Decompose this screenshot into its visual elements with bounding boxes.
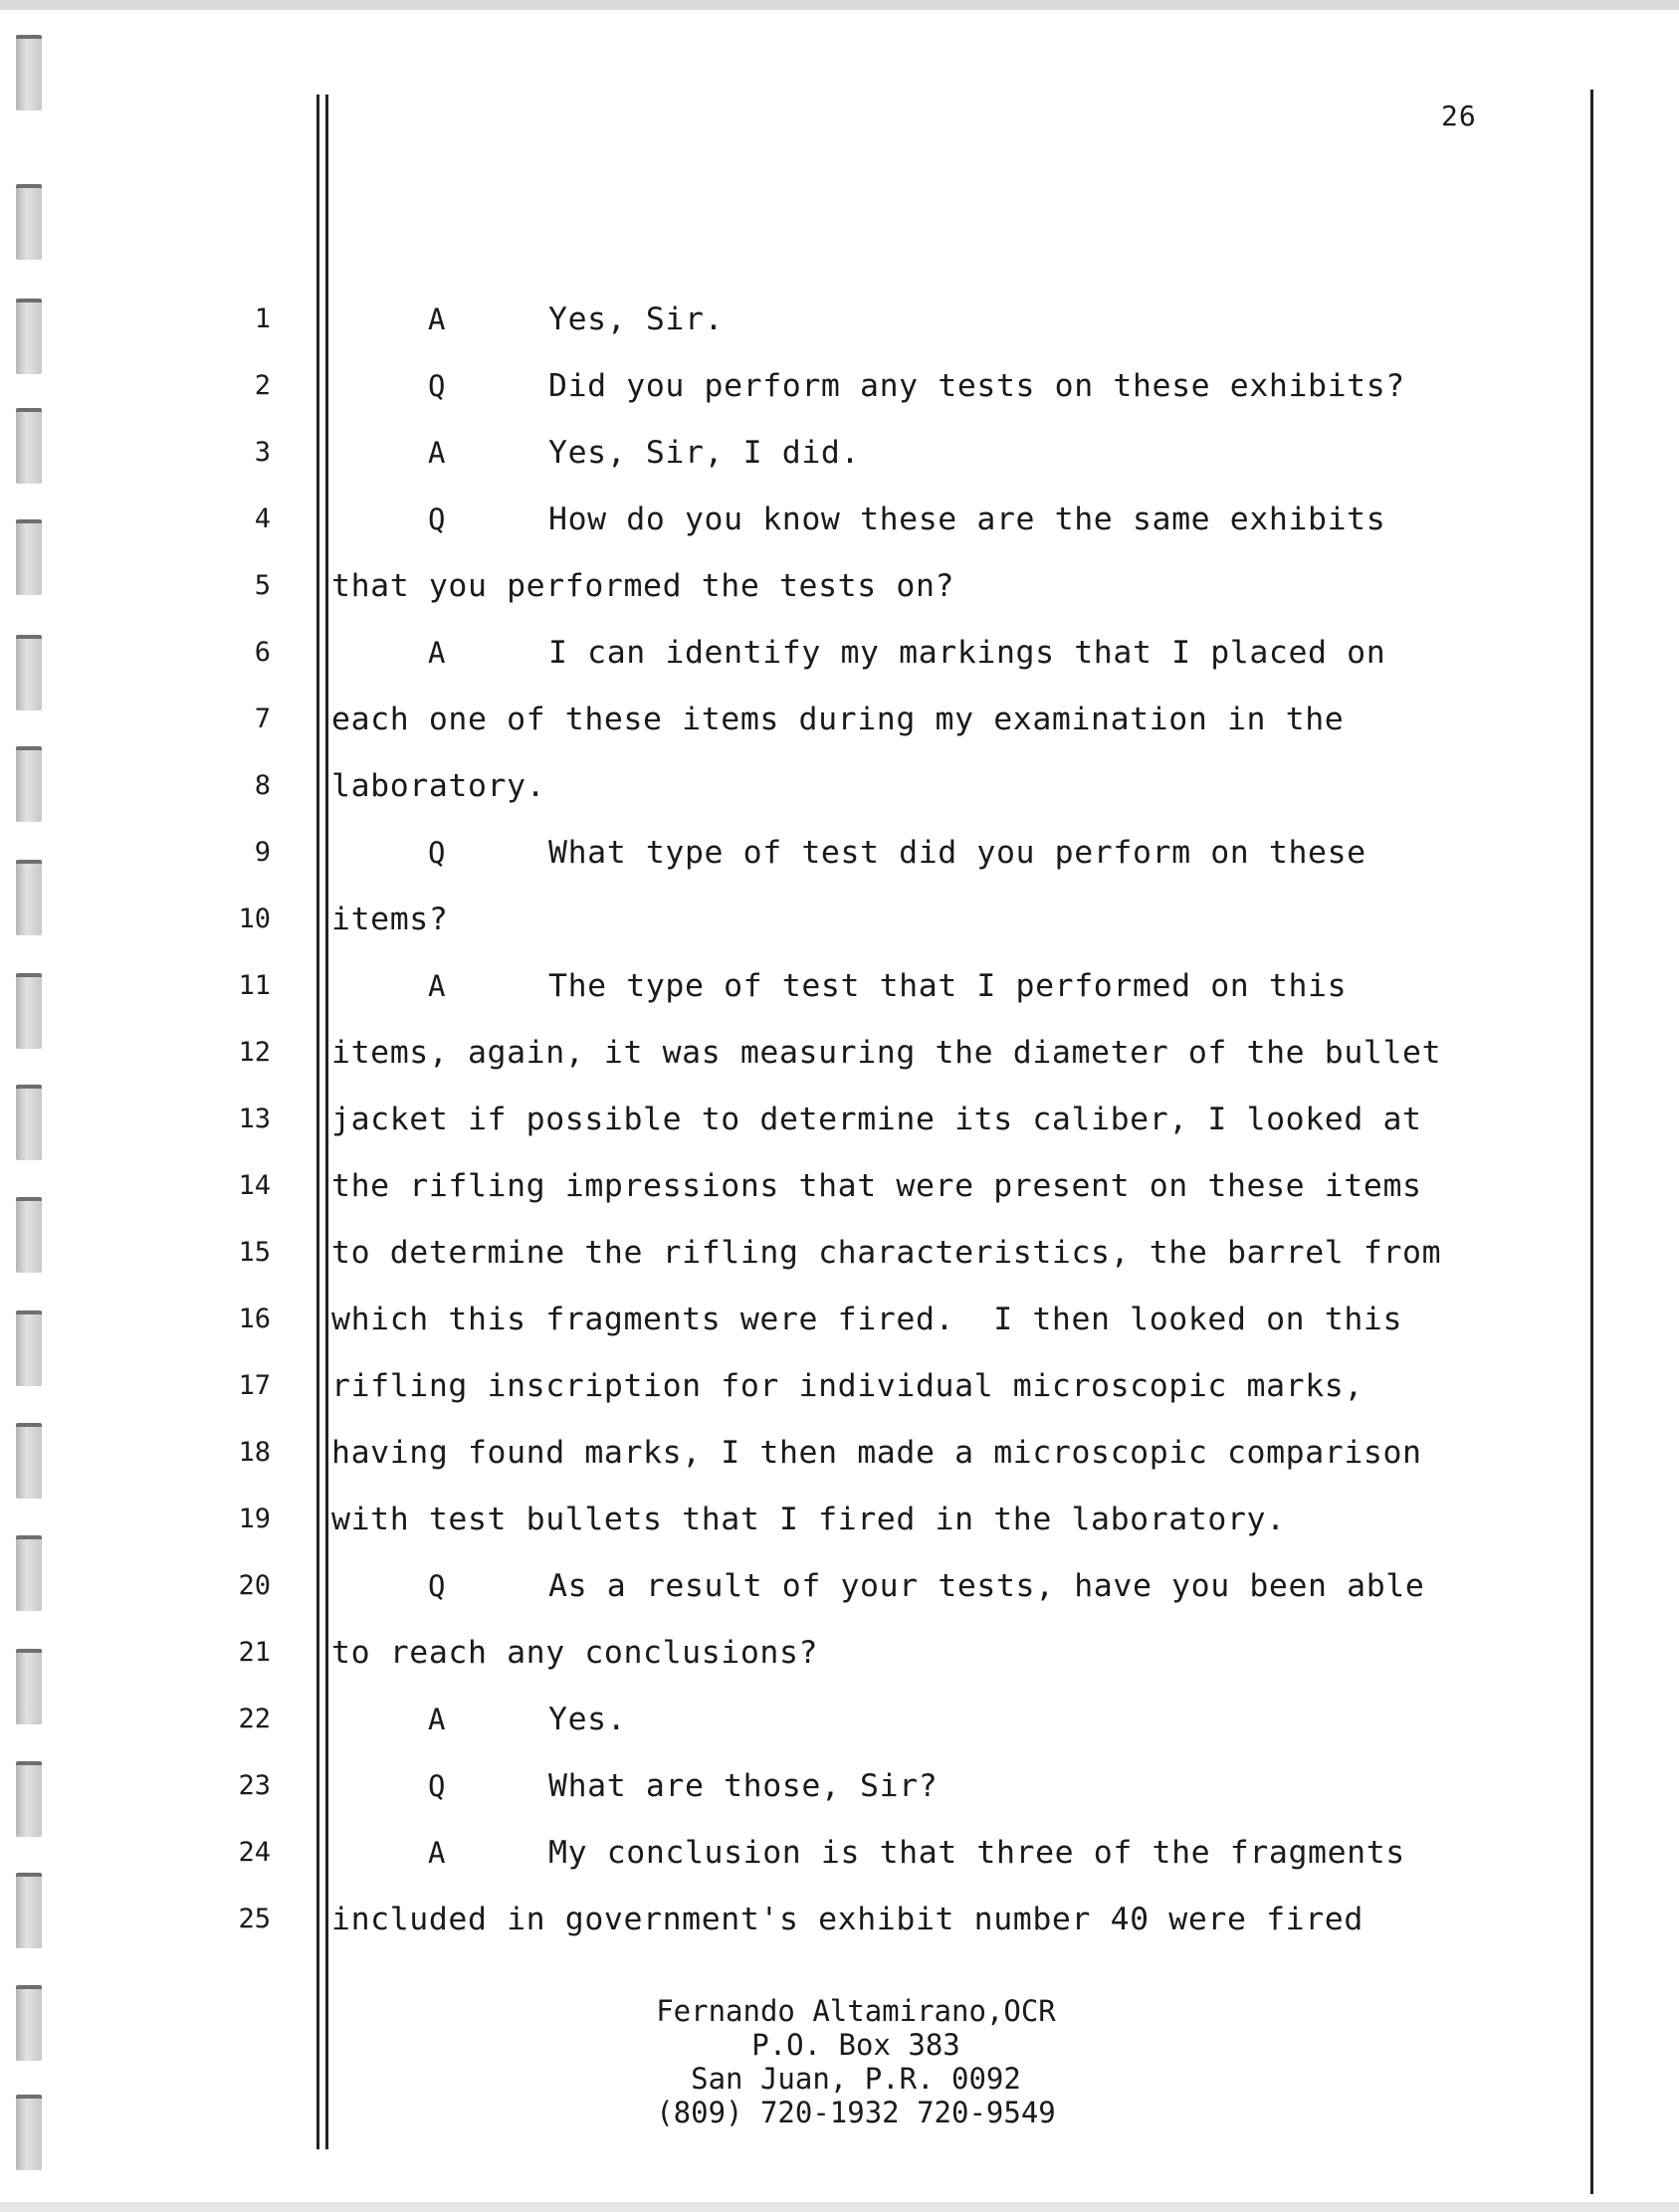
transcript-line: laboratory.	[331, 768, 546, 804]
speaker-label: Q	[428, 369, 446, 403]
line-number: 12	[238, 1037, 271, 1068]
line-number: 23	[238, 1770, 271, 1801]
line-number: 13	[238, 1104, 271, 1134]
line-number: 9	[254, 837, 271, 868]
line-number: 15	[238, 1237, 271, 1268]
line-number: 5	[254, 570, 271, 601]
speaker-label: A	[428, 1703, 446, 1736]
transcript-line: each one of these items during my examination in the	[331, 702, 1345, 737]
line-number: 3	[254, 437, 271, 468]
transcript-line: Yes.	[548, 1702, 627, 1737]
transcript-line: included in government's exhibit number 40 were fired	[331, 1902, 1364, 1937]
line-number: 21	[238, 1637, 271, 1668]
page-bottom-edge	[0, 2202, 1679, 2212]
speaker-label: A	[428, 636, 446, 670]
line-number: 10	[238, 904, 271, 934]
punch-hole	[16, 2095, 42, 2170]
line-number: 17	[238, 1370, 271, 1401]
transcript-line: I can identify my markings that I placed on	[548, 635, 1386, 671]
transcript-line: What are those, Sir?	[548, 1768, 939, 1804]
line-number: 6	[254, 637, 271, 668]
line-number: 7	[254, 704, 271, 734]
transcript-line: having found marks, I then made a microscopic comparison	[331, 1435, 1422, 1471]
transcript-line: items?	[331, 902, 449, 937]
line-number: 25	[238, 1904, 271, 1934]
punch-hole	[16, 1423, 42, 1499]
punch-hole	[16, 973, 42, 1049]
transcript-line: What type of test did you perform on these	[548, 835, 1366, 871]
line-number: 24	[238, 1837, 271, 1868]
line-number: 22	[238, 1704, 271, 1734]
binder-punch-holes	[16, 0, 46, 2212]
line-number: 4	[254, 503, 271, 534]
reporter-name: Fernando Altamirano,OCR	[656, 1994, 1056, 2028]
punch-hole	[16, 299, 42, 374]
line-number: 11	[238, 970, 271, 1001]
punch-hole	[16, 1873, 42, 1948]
reporter-city: San Juan, P.R. 0092	[691, 2062, 1021, 2096]
transcript-line: jacket if possible to determine its caliber, I looked at	[331, 1102, 1422, 1137]
transcript-line: to reach any conclusions?	[331, 1635, 819, 1671]
transcript-line: As a result of your tests, have you been able	[548, 1568, 1425, 1604]
transcript-line: with test bullets that I fired in the laboratory.	[331, 1502, 1286, 1537]
transcript-line: Yes, Sir, I did.	[548, 435, 861, 471]
transcript-line: that you performed the tests on?	[331, 568, 955, 604]
speaker-label: A	[428, 302, 446, 336]
left-margin-rule	[316, 95, 319, 2149]
punch-hole	[16, 1985, 42, 2061]
speaker-label: A	[428, 1836, 446, 1870]
punch-hole	[16, 184, 42, 260]
transcript-line: rifling inscription for individual microscopic marks,	[331, 1368, 1364, 1404]
page-top-edge	[0, 0, 1679, 10]
reporter-address: P.O. Box 383	[751, 2028, 960, 2062]
punch-hole	[16, 635, 42, 710]
transcript-line: Did you perform any tests on these exhibits?	[548, 368, 1405, 404]
transcript-line: which this fragments were fired. I then looked on this	[331, 1302, 1403, 1337]
punch-hole	[16, 408, 42, 484]
line-number: 19	[238, 1504, 271, 1534]
punch-hole	[16, 1761, 42, 1837]
punch-hole	[16, 1649, 42, 1724]
punch-hole	[16, 1085, 42, 1160]
punch-hole	[16, 1310, 42, 1386]
punch-hole	[16, 860, 42, 935]
speaker-label: Q	[428, 1569, 446, 1603]
line-number: 14	[238, 1170, 271, 1201]
transcript-line: My conclusion is that three of the fragments	[548, 1835, 1405, 1871]
speaker-label: Q	[428, 503, 446, 536]
line-number: 16	[238, 1304, 271, 1334]
reporter-phone: (809) 720-1932 720-9549	[656, 2096, 1056, 2129]
line-number: 20	[238, 1570, 271, 1601]
left-margin-rule-inner	[325, 95, 328, 2149]
transcript-line: Yes, Sir.	[548, 302, 725, 337]
speaker-label: Q	[428, 836, 446, 870]
speaker-label: Q	[428, 1769, 446, 1803]
transcript-line: the rifling impressions that were present on these items	[331, 1168, 1422, 1204]
speaker-label: A	[428, 436, 446, 470]
transcript-line: How do you know these are the same exhibits	[548, 502, 1386, 537]
speaker-label: A	[428, 969, 446, 1003]
punch-hole	[16, 1197, 42, 1273]
line-number: 18	[238, 1437, 271, 1468]
transcript-line: The type of test that I performed on this	[548, 968, 1348, 1004]
reporter-footer	[557, 1994, 1154, 2129]
page-number: 26	[1441, 100, 1477, 132]
punch-hole	[16, 1535, 42, 1611]
transcript-line: items, again, it was measuring the diameter of the bullet	[331, 1035, 1442, 1071]
transcript-line: to determine the rifling characteristics, the barrel from	[331, 1235, 1442, 1271]
punch-hole	[16, 519, 42, 595]
punch-hole	[16, 746, 42, 822]
line-number: 1	[254, 303, 271, 334]
line-number: 2	[254, 370, 271, 401]
punch-hole	[16, 35, 42, 110]
line-number: 8	[254, 770, 271, 801]
right-margin-rule	[1590, 90, 1593, 2194]
